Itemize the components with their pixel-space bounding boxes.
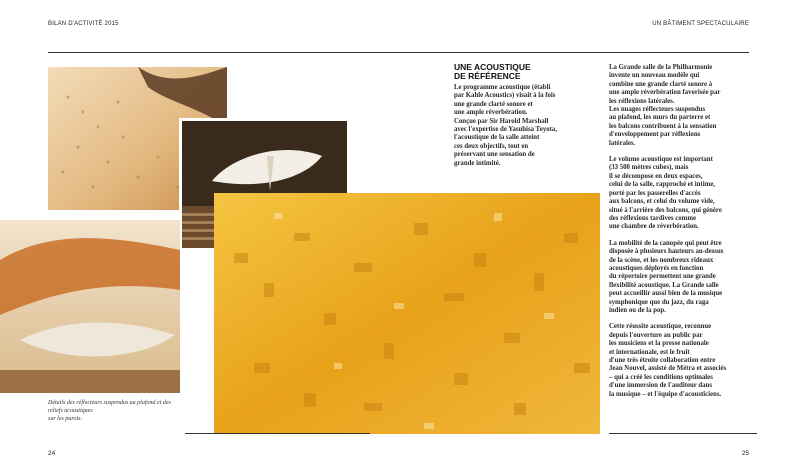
- intro-column: [454, 84, 594, 176]
- photo-acoustic-wall: [214, 193, 600, 434]
- page-number-right: 25: [741, 450, 749, 457]
- photo-caption: Détails des réflecteurs suspendus au plafond et des reliefs acoustiques sur les parois.: [48, 400, 171, 422]
- header-rule: [48, 52, 749, 53]
- page-number-left: 24: [48, 450, 56, 457]
- footer-rule-left: [185, 433, 370, 434]
- section-title: UNE ACOUSTIQUE DE RÉFÉRENCE: [454, 62, 531, 81]
- body-column: [609, 64, 757, 407]
- body-paragraph-4: Cette réussite acoustique, reconnue depuis l'ouverture au public par les musiciens et la presse nationale et internationale, est le fruit d'une très étroite collaboration entre Jean Nouvel, assisté de Métra et associés – qui a créé les conditions optimales d'une immersion de l'auditeur dans la musique – et l'équipe d'acousticiens.: [609, 323, 727, 398]
- body-paragraph-1: La Grande salle de la Philharmonie invente un nouveau modèle qui combine une grande clarté sonore à une ample réverbération favorisée par les réflexions latérales. Les nuages réflecteurs suspendus au plafond, les murs du parterre et les balcons contribuent à la sensation d'enveloppement par réflexions latérales.: [609, 64, 721, 147]
- running-header-left: BILAN D'ACTIVITÉ 2015: [48, 21, 119, 27]
- body-paragraph-3: La mobilité de la canopée qui peut être disposée à plusieurs hauteurs au-dessus de la scène, et les nombreux rideaux acoustiques déployés en fonction du répertoire permettent une grande flexibilité acoustique. La Grande salle peut accueillir aussi bien de la musique symphonique que du jazz, du raga indien ou de la pop.: [609, 239, 724, 314]
- running-header-right: UN BÂTIMENT SPECTACULAIRE: [652, 21, 749, 27]
- footer-rule-right: [609, 433, 757, 434]
- body-paragraph-2: Le volume acoustique est important (33 500 mètres cubes), mais il se décompose en deux espaces, celui de la salle, rapproché et intime, porté par les passerelles d'accès aux balcons, et celui du volume vide, situé à l'arrière des balcons, qui génère des réflexions tardives comme une chambre de réverbération.: [609, 156, 722, 231]
- intro-paragraph: Le programme acoustique (établi par Kahle Acoustics) visait à la fois une grande clarté sonore et une ample réverbération. Conçue par Sir Harold Marshall avec l'expertise de Yasuhisa Toyota, l'acoustique de la salle atteint ces deux objectifs, tout en préservant une sensation de grande intimité.: [454, 84, 558, 167]
- photo-undulating-ceiling: [0, 220, 180, 393]
